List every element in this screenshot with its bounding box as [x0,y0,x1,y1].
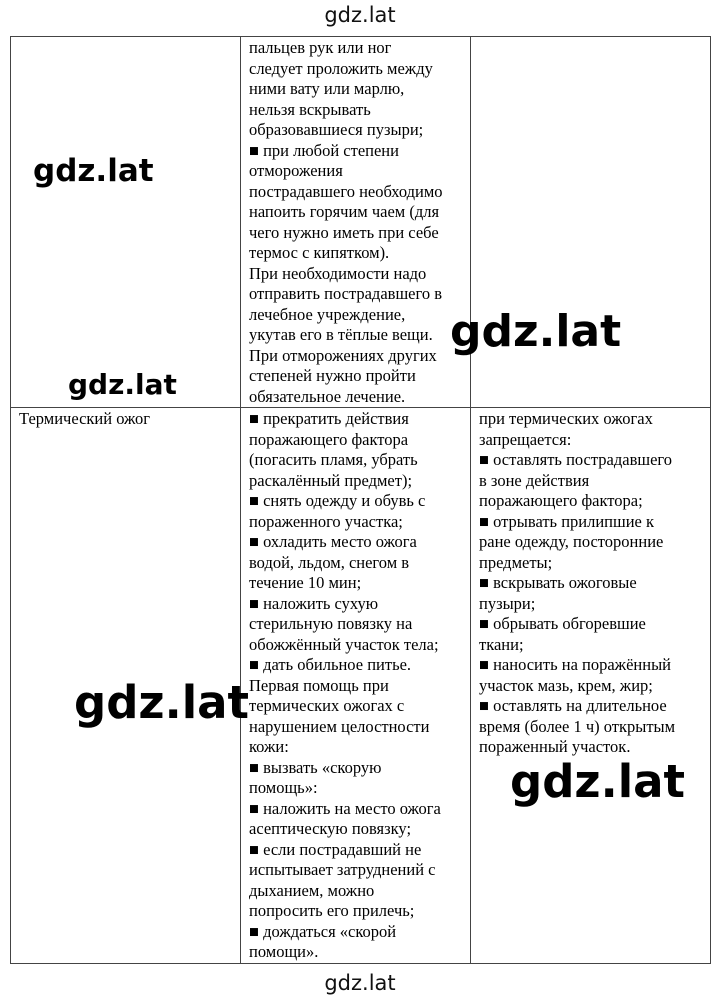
text-line: стерильную повязку на [249,614,413,633]
prohibited-cell [471,408,711,964]
prohibited-list [479,37,710,38]
text-line: предметы; [479,552,553,572]
text-line: обожжённый участок тела; [249,634,439,654]
text-line: термических ожогах с [249,696,405,715]
site-header-label: gdz.lat [324,3,396,27]
text-line: отправить пострадавшего в [249,284,442,303]
text-line: обязательное лечение. [249,386,406,406]
watermark: gdz.lat [33,153,154,189]
text-line: поражающего фактора [249,429,409,449]
text-line: помощь»: [249,778,318,797]
text-line: Первая помощь при [249,675,389,695]
text-line: чего нужно иметь при себе [249,222,439,242]
actions-cell [241,408,471,964]
text-line: ними вату или марлю, [249,79,405,98]
text-line: ■ охладить место ожога [249,532,417,551]
text-line: ■ наносить на поражённый [479,655,671,674]
text-line: пузыри; [479,593,536,613]
text-line: нарушением целостности [249,716,430,736]
text-line: ■ вызвать «скорую [249,757,382,777]
text-line: напоить горячим чаем (для [249,202,440,221]
text-line: ■ вскрывать ожоговые [479,573,637,592]
text-line: в зоне действия [479,470,590,490]
text-line: ткани; [479,634,524,654]
site-footer-label: gdz.lat [324,971,396,995]
text-line: водой, льдом, снегом в [249,552,410,572]
injury-name: Термический ожог [19,409,151,428]
text-line: пальцев рук или ног [249,38,392,57]
text-line: ■ дать обильное питье. [249,655,412,674]
text-line: лечебное учреждение, [249,304,406,324]
actions-cell [241,37,471,408]
text-line: ■ оставлять пострадавшего [479,450,673,469]
watermark: gdz.lat [510,755,686,808]
text-line: дыханием, можно [249,880,375,900]
text-line: асептическую повязку; [249,819,412,838]
text-line: кожи: [249,737,289,756]
text-line: пострадавшего необходимо [249,181,443,201]
text-line: при термических ожогах [479,409,653,428]
text-line: ■ если пострадавший не [249,839,422,859]
text-line: отморожения [249,161,343,180]
text-line: поражающего фактора; [479,491,643,510]
text-line: следует проложить между [249,58,433,78]
prohibited-list [479,408,710,758]
text-line: термос с кипятком). [249,243,390,262]
text-line: запрещается: [479,429,572,449]
text-line: попросить его прилечь; [249,901,415,920]
text-line: время (более 1 ч) открытым [479,716,676,736]
text-line: При необходимости надо [249,263,427,283]
text-line: ■ оставлять на длительное [479,696,667,715]
text-line: раскалённый предмет); [249,470,413,490]
text-line: ■ при любой степени [249,140,399,160]
actions-list [249,37,470,407]
text-line: ■ снять одежду и обувь с [249,491,426,510]
watermark: gdz.lat [74,676,250,729]
text-line: нельзя вскрывать [249,99,371,119]
text-line: помощи». [249,942,319,961]
text-line: участок мазь, крем, жир; [479,675,653,695]
actions-list [249,408,470,963]
text-line: течение 10 мин; [249,573,362,592]
text-line: ■ дождаться «скорой [249,921,397,941]
text-line: укутав его в тёплые вещи. [249,325,433,344]
injury-name [19,37,240,38]
text-line: ■ обрывать обгоревшие [479,614,646,633]
text-line: испытывает затруднений с [249,860,436,879]
injury-name-cell [11,37,241,408]
watermark: gdz.lat [68,368,177,401]
text-line: При отморожениях других [249,345,437,365]
text-line: ■ отрывать прилипшие к [479,511,655,531]
text-line: ■ наложить сухую [249,593,379,613]
text-line: степеней нужно пройти [249,366,416,385]
text-line: (погасить пламя, убрать [249,450,418,469]
text-line: ■ наложить на место ожога [249,798,441,818]
text-line: ране одежду, посторонние [479,532,664,551]
text-line: пораженного участка; [249,511,403,531]
text-line: пораженный участок. [479,737,631,756]
text-line: образовавшиеся пузыри; [249,120,424,139]
text-line: ■ прекратить действия [249,409,409,428]
watermark: gdz.lat [450,306,622,357]
